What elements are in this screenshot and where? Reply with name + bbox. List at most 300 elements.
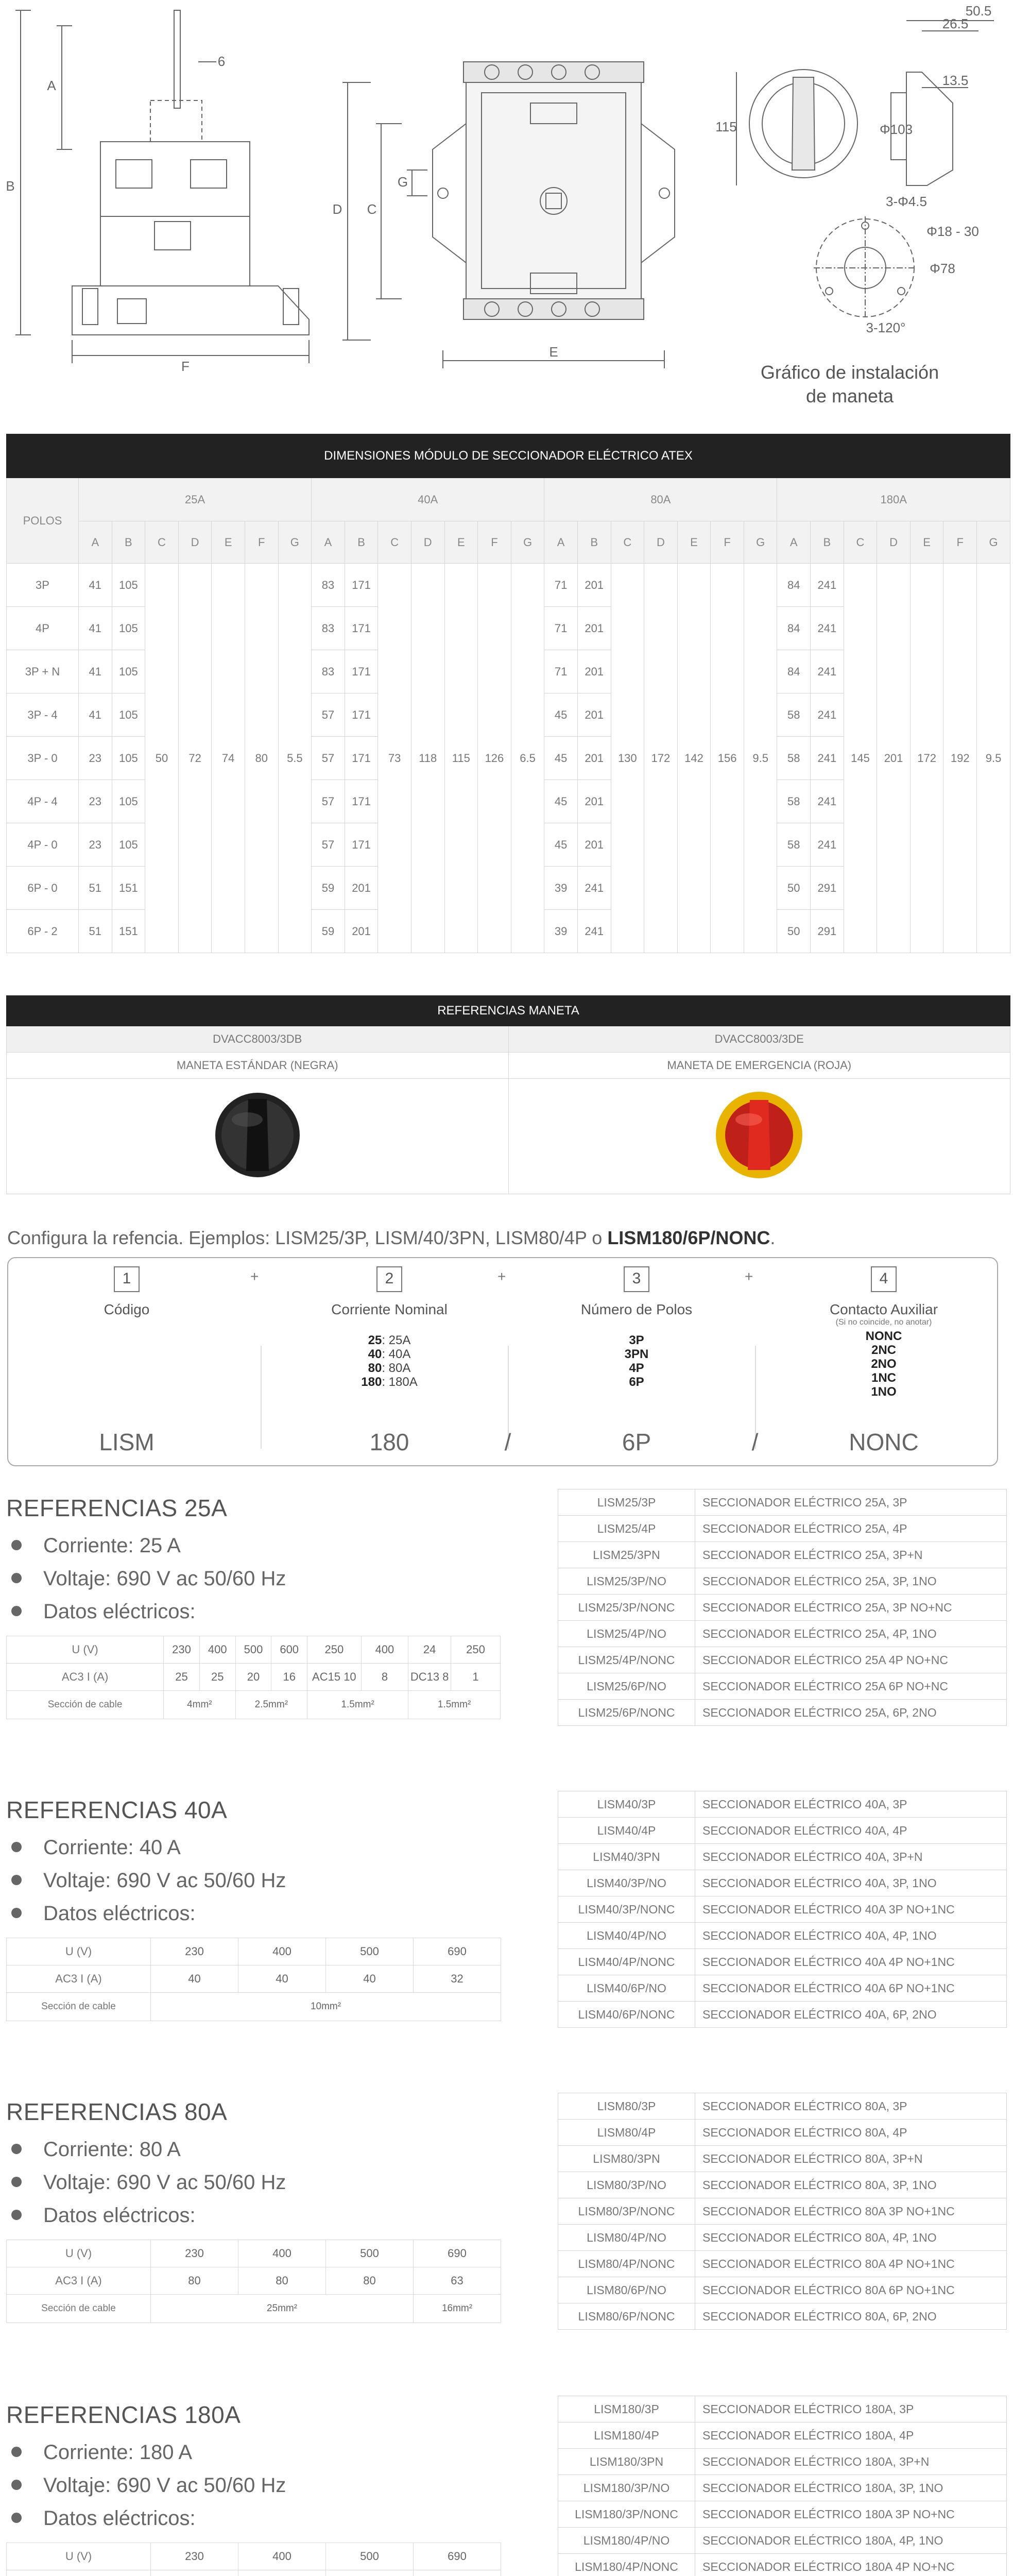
dimension-merged-cell: 192	[943, 564, 977, 953]
electrical-row	[7, 2543, 501, 2570]
cable-section-cell: 25mm²	[151, 2295, 414, 2323]
dimension-cell: 105	[112, 607, 145, 650]
bullet-icon	[11, 1573, 22, 1583]
dimension-cell: 105	[112, 650, 145, 693]
config-col-codigo	[34, 1266, 219, 1318]
electrical-cell: 250	[307, 1636, 362, 1664]
electrical-cell: 400	[238, 2543, 326, 2570]
dim-label-a: A	[47, 78, 56, 93]
electrical-row	[7, 1965, 501, 1993]
reference-code: LISM80/3PN	[558, 2146, 695, 2172]
electrical-cell: 690	[414, 2543, 501, 2570]
bullet-icon	[11, 2210, 22, 2220]
reference-row	[558, 1896, 1007, 1923]
dimension-cell: 83	[312, 564, 345, 607]
spec-item: Corriente: 180 A	[11, 2436, 286, 2469]
dimension-cell: 41	[79, 693, 112, 737]
electrical-cell	[326, 2570, 414, 2576]
electrical-data-table	[6, 2240, 501, 2323]
dimensions-section	[6, 434, 1010, 953]
dimension-cell: 151	[112, 910, 145, 953]
electrical-cell: 80	[151, 2267, 238, 2295]
dimension-letter-header: A	[544, 521, 578, 564]
reference-description: SECCIONADOR ELÉCTRICO 80A, 6P, 2NO	[695, 2303, 1007, 2330]
electrical-cell: 250	[451, 1636, 501, 1664]
dimension-cell: 39	[544, 910, 578, 953]
dimension-cell: 45	[544, 780, 578, 823]
reference-description: SECCIONADOR ELÉCTRICO 180A 3P NO+NC	[695, 2501, 1007, 2528]
dimension-letter-header: F	[711, 521, 744, 564]
polos-cell: 3P + N	[7, 650, 79, 693]
bullet-icon	[11, 1606, 22, 1616]
reference-description: SECCIONADOR ELÉCTRICO 25A, 6P, 2NO	[695, 1700, 1007, 1726]
reference-row	[558, 2198, 1007, 2225]
reference-row	[558, 2528, 1007, 2554]
dimension-cell: 45	[544, 737, 578, 780]
dimension-letter-header: A	[312, 521, 345, 564]
dimension-letter-header: B	[811, 521, 844, 564]
reference-row	[558, 1595, 1007, 1621]
reference-row	[558, 1975, 1007, 2002]
dim-label-c: C	[367, 201, 377, 217]
reference-row	[558, 2501, 1007, 2528]
spec-item: Voltaje: 690 V ac 50/60 Hz	[11, 2166, 286, 2199]
config-col-title: Código	[104, 1301, 150, 1317]
reference-code: LISM180/4P/NONC	[558, 2554, 695, 2576]
dimension-merged-cell: 130	[611, 564, 644, 953]
electrical-data-table	[6, 1636, 501, 1719]
maneta-table	[6, 995, 1010, 1194]
electrical-row	[7, 2267, 501, 2295]
reference-code: LISM80/4P/NO	[558, 2225, 695, 2251]
spec-item: Voltaje: 690 V ac 50/60 Hz	[11, 1864, 286, 1897]
electrical-cell: AC15 10	[307, 1664, 362, 1691]
dimension-cell: 41	[79, 564, 112, 607]
references-table	[558, 1489, 1007, 1726]
polos-option: 3PN	[624, 1347, 649, 1361]
reference-description: SECCIONADOR ELÉCTRICO 25A, 3P+N	[695, 1542, 1007, 1568]
dimension-merged-cell: 73	[378, 564, 411, 953]
dimension-cell: 201	[345, 867, 378, 910]
electrical-row	[7, 1664, 501, 1691]
dimension-letter-header: C	[611, 521, 644, 564]
dimension-cell: 241	[811, 823, 844, 867]
cable-section-cell: 1.5mm²	[408, 1691, 501, 1719]
section-title: REFERENCIAS 80A	[6, 2098, 228, 2125]
plus-sign: +	[497, 1268, 506, 1284]
dimension-cell: 41	[79, 607, 112, 650]
reference-row	[558, 1489, 1007, 1516]
reference-row	[558, 1949, 1007, 1975]
dimension-merged-cell: 6.5	[511, 564, 544, 953]
dimension-cell: 241	[811, 650, 844, 693]
electrical-cell: 400	[238, 1938, 326, 1965]
reference-row	[558, 1844, 1007, 1870]
dimension-cell: 58	[777, 823, 811, 867]
reference-code: LISM80/3P/NO	[558, 2172, 695, 2198]
dimension-cell: 41	[79, 650, 112, 693]
dimension-letter-header: A	[79, 521, 112, 564]
dimension-letter-header: F	[478, 521, 511, 564]
cable-section-cell: 4mm²	[164, 1691, 235, 1719]
step-number: 1	[114, 1266, 140, 1292]
dimension-cell: 71	[544, 564, 578, 607]
dimension-cell: 105	[112, 737, 145, 780]
bullet-icon	[11, 2144, 22, 2154]
reference-code: LISM40/4P/NONC	[558, 1949, 695, 1975]
dimension-merged-cell: 201	[877, 564, 911, 953]
dimension-letter-header: D	[411, 521, 444, 564]
polos-header: POLOS	[7, 478, 79, 564]
dimension-cell: 57	[312, 823, 345, 867]
config-col-corriente	[286, 1266, 492, 1389]
dimension-cell: 45	[544, 823, 578, 867]
reference-description: SECCIONADOR ELÉCTRICO 40A 4P NO+1NC	[695, 1949, 1007, 1975]
reference-code: LISM40/3P/NONC	[558, 1896, 695, 1923]
dimension-cell: 57	[312, 737, 345, 780]
handle-install-caption: Gráfico de instalación de maneta	[760, 362, 939, 406]
dimension-letter-header: E	[444, 521, 478, 564]
polos-option: 6P	[629, 1375, 644, 1389]
dimension-cell: 291	[811, 867, 844, 910]
reference-description: SECCIONADOR ELÉCTRICO 180A, 3P, 1NO	[695, 2475, 1007, 2501]
dimension-merged-cell: 118	[411, 564, 444, 953]
electrical-row-label: Sección de cable	[7, 1993, 151, 2021]
dim-label-265: 26.5	[942, 16, 969, 31]
result-corriente: 180	[369, 1429, 409, 1455]
electrical-cell: 600	[271, 1636, 307, 1664]
electrical-row-label: AC3 I (A)	[7, 1664, 164, 1691]
reference-code: LISM25/6P/NONC	[558, 1700, 695, 1726]
dimension-cell: 201	[577, 823, 611, 867]
dimension-letter-header: D	[644, 521, 678, 564]
dimension-merged-cell: 126	[478, 564, 511, 953]
reference-row	[558, 2225, 1007, 2251]
dimension-cell: 58	[777, 780, 811, 823]
reference-code: LISM80/3P	[558, 2093, 695, 2120]
reference-code: LISM40/6P/NONC	[558, 2002, 695, 2028]
spec-item: Corriente: 40 A	[11, 1831, 286, 1864]
reference-description: SECCIONADOR ELÉCTRICO 25A, 3P NO+NC	[695, 1595, 1007, 1621]
dimension-cell: 201	[577, 780, 611, 823]
dimension-cell: 241	[811, 607, 844, 650]
bullet-icon	[11, 1842, 22, 1852]
plus-sign: +	[745, 1268, 753, 1284]
dimension-letter-header: D	[877, 521, 911, 564]
dimension-cell: 241	[811, 780, 844, 823]
electrical-row-label: U (V)	[7, 2543, 151, 2570]
reference-row	[558, 1700, 1007, 1726]
electrical-cell: 230	[151, 2240, 238, 2267]
dim-label-e: E	[549, 344, 558, 360]
section-title: REFERENCIAS 40A	[6, 1797, 228, 1823]
electrical-cell: 16	[271, 1664, 307, 1691]
dimension-cell: 105	[112, 693, 145, 737]
dimension-letter-header: C	[844, 521, 877, 564]
electrical-cell: 690	[414, 2240, 501, 2267]
reference-code: LISM25/4P/NO	[558, 1621, 695, 1647]
dimension-merged-cell: 172	[644, 564, 678, 953]
cable-section-cell: 2.5mm²	[235, 1691, 307, 1719]
dimension-cell: 59	[312, 910, 345, 953]
corriente-option: 40: 40A	[368, 1347, 411, 1361]
config-col-subtitle: (Si no coincide, no anotar)	[835, 1318, 932, 1327]
reference-code: LISM40/3P/NO	[558, 1870, 695, 1896]
dimensions-table-title: DIMENSIONES MÓDULO DE SECCIONADOR ELÉCTRICO ATEX	[7, 434, 1010, 478]
result-slash: /	[504, 1429, 511, 1455]
reference-description: SECCIONADOR ELÉCTRICO 80A, 4P	[695, 2120, 1007, 2146]
dimension-letter-header: E	[910, 521, 943, 564]
dimension-cell: 171	[345, 693, 378, 737]
dimension-cell: 23	[79, 737, 112, 780]
dimension-letter-header: C	[145, 521, 179, 564]
electrical-cell: 40	[326, 1965, 414, 1993]
dimension-merged-cell: 145	[844, 564, 877, 953]
dimension-cell: 201	[577, 564, 611, 607]
electrical-row	[7, 2570, 501, 2576]
reference-row	[558, 1542, 1007, 1568]
maneta-name: MANETA DE EMERGENCIA (ROJA)	[508, 1053, 1010, 1079]
electrical-cell: 40	[238, 1965, 326, 1993]
dimension-letter-header: C	[378, 521, 411, 564]
electrical-cell: 25	[199, 1664, 235, 1691]
dimension-cell: 201	[577, 650, 611, 693]
dimension-cell: 23	[79, 823, 112, 867]
corriente-option: 25: 25A	[368, 1333, 411, 1347]
reference-code: LISM180/3P/NO	[558, 2475, 695, 2501]
dimension-merged-cell: 156	[711, 564, 744, 953]
corriente-options	[286, 1333, 492, 1389]
dimension-merged-cell: 50	[145, 564, 179, 953]
bullet-icon	[11, 2447, 22, 2457]
electrical-row-label: AC3 I (A)	[7, 2267, 151, 2295]
spec-list	[11, 1831, 286, 1930]
red-handle-image	[508, 1079, 1010, 1194]
config-col-contacto	[781, 1266, 987, 1399]
dimension-cell: 171	[345, 737, 378, 780]
dimension-merged-cell: 5.5	[278, 564, 312, 953]
electrical-cell: 25	[164, 1664, 200, 1691]
spec-item: Voltaje: 690 V ac 50/60 Hz	[11, 1562, 286, 1595]
reference-description: SECCIONADOR ELÉCTRICO 40A, 3P	[695, 1791, 1007, 1818]
dimension-cell: 50	[777, 910, 811, 953]
dimension-cell: 45	[544, 693, 578, 737]
electrical-cell: 400	[238, 2240, 326, 2267]
dimension-cell: 171	[345, 607, 378, 650]
dimension-cell: 84	[777, 607, 811, 650]
electrical-data-table	[6, 1938, 501, 2021]
electrical-cell: 500	[326, 1938, 414, 1965]
dimension-cell: 201	[577, 737, 611, 780]
electrical-cell: 32	[414, 1965, 501, 1993]
reference-description: SECCIONADOR ELÉCTRICO 80A 4P NO+1NC	[695, 2251, 1007, 2277]
dimension-letter-header: F	[943, 521, 977, 564]
reference-code: LISM80/4P/NONC	[558, 2251, 695, 2277]
reference-description: SECCIONADOR ELÉCTRICO 40A, 3P, 1NO	[695, 1870, 1007, 1896]
dimension-cell: 241	[811, 693, 844, 737]
dimension-cell: 105	[112, 780, 145, 823]
contacto-option: 2NO	[871, 1357, 897, 1371]
reference-row	[558, 1568, 1007, 1595]
maneta-code: DVACC8003/3DB	[7, 1026, 509, 1053]
current-header: 25A	[79, 478, 312, 521]
spec-item: Datos eléctricos:	[11, 1897, 286, 1930]
electrical-cell: 230	[164, 1636, 200, 1664]
dimension-merged-cell: 74	[212, 564, 245, 953]
electrical-cell: 20	[235, 1664, 271, 1691]
reference-code: LISM80/6P/NONC	[558, 2303, 695, 2330]
dim-label-d: D	[332, 201, 342, 217]
spec-list	[11, 2133, 286, 2232]
reference-row	[558, 1647, 1007, 1673]
spec-item: Voltaje: 690 V ac 50/60 Hz	[11, 2469, 286, 2502]
reference-code: LISM25/3PN	[558, 1542, 695, 1568]
polos-option: 3P	[629, 1333, 644, 1347]
polos-cell: 4P - 0	[7, 823, 79, 867]
spec-item: Datos eléctricos:	[11, 2199, 286, 2232]
config-intro: Configura la refencia. Ejemplos: LISM25/3P, LISM/40/3PN, LISM80/4P o LISM180/6P/NONC.	[7, 1227, 776, 1248]
dimension-letter-header: B	[112, 521, 145, 564]
reference-description: SECCIONADOR ELÉCTRICO 25A, 4P, 1NO	[695, 1621, 1007, 1647]
reference-row	[558, 1516, 1007, 1542]
electrical-row	[7, 1938, 501, 1965]
reference-description: SECCIONADOR ELÉCTRICO 80A, 3P	[695, 2093, 1007, 2120]
dim-label-505: 50.5	[965, 3, 992, 19]
dim-label-g: G	[397, 174, 408, 190]
reference-row	[558, 1818, 1007, 1844]
electrical-cell: 230	[151, 1938, 238, 1965]
dimension-cell: 39	[544, 867, 578, 910]
config-col-title: Contacto Auxiliar	[829, 1301, 938, 1317]
cable-section-cell: 16mm²	[414, 2295, 501, 2323]
result-polos: 6P	[622, 1429, 651, 1455]
dimension-merged-cell: 9.5	[977, 564, 1010, 953]
reference-description: SECCIONADOR ELÉCTRICO 80A, 3P, 1NO	[695, 2172, 1007, 2198]
dimension-letter-header: E	[677, 521, 711, 564]
electrical-cell: 80	[238, 2267, 326, 2295]
maneta-code: DVACC8003/3DE	[508, 1026, 1010, 1053]
reference-code: LISM25/6P/NO	[558, 1673, 695, 1700]
dimension-letter-header: A	[777, 521, 811, 564]
electrical-cell: 500	[326, 2543, 414, 2570]
result-contacto: NONC	[849, 1429, 919, 1455]
cable-section-cell: 1.5mm²	[307, 1691, 408, 1719]
dimension-cell: 151	[112, 867, 145, 910]
reference-code: LISM180/3PN	[558, 2449, 695, 2475]
reference-code: LISM40/4P/NO	[558, 1923, 695, 1949]
reference-row	[558, 2120, 1007, 2146]
electrical-data-table	[6, 2543, 501, 2576]
reference-row	[558, 2146, 1007, 2172]
dimension-merged-cell: 9.5	[744, 564, 777, 953]
dim-label-f: F	[181, 359, 190, 374]
dimension-cell: 201	[577, 693, 611, 737]
bullet-icon	[11, 2480, 22, 2490]
electrical-cell: 63	[414, 2267, 501, 2295]
reference-code: LISM40/3PN	[558, 1844, 695, 1870]
electrical-cell	[151, 2570, 238, 2576]
dimension-cell: 58	[777, 737, 811, 780]
maneta-section	[6, 995, 1010, 1194]
dimension-cell: 105	[112, 823, 145, 867]
references-table	[558, 1791, 1007, 2028]
polos-options	[534, 1333, 740, 1389]
electrical-row	[7, 1691, 501, 1719]
dimension-cell: 51	[79, 867, 112, 910]
reference-code: LISM40/6P/NO	[558, 1975, 695, 2002]
dimension-cell: 23	[79, 780, 112, 823]
polos-option: 4P	[629, 1361, 644, 1375]
references-table	[558, 2093, 1007, 2330]
electrical-cell: 400	[199, 1636, 235, 1664]
reference-row	[558, 2396, 1007, 2422]
electrical-row	[7, 2295, 501, 2323]
electrical-row	[7, 1993, 501, 2021]
step-number: 2	[376, 1266, 402, 1292]
reference-description: SECCIONADOR ELÉCTRICO 25A 4P NO+NC	[695, 1647, 1007, 1673]
reference-description: SECCIONADOR ELÉCTRICO 80A 3P NO+1NC	[695, 2198, 1007, 2225]
reference-row	[558, 1791, 1007, 1818]
reference-row	[558, 1923, 1007, 1949]
black-handle-image	[7, 1079, 509, 1194]
electrical-row-label: Sección de cable	[7, 1691, 164, 1719]
dimension-cell: 241	[577, 867, 611, 910]
reference-row	[558, 2475, 1007, 2501]
dimension-letter-header: G	[977, 521, 1010, 564]
reference-code: LISM180/4P/NO	[558, 2528, 695, 2554]
reference-code: LISM80/6P/NO	[558, 2277, 695, 2303]
electrical-row-label	[7, 2570, 151, 2576]
reference-description: SECCIONADOR ELÉCTRICO 40A, 3P+N	[695, 1844, 1007, 1870]
dimension-cell: 50	[777, 867, 811, 910]
electrical-cell: 400	[361, 1636, 408, 1664]
reference-description: SECCIONADOR ELÉCTRICO 40A 3P NO+1NC	[695, 1896, 1007, 1923]
reference-code: LISM25/3P	[558, 1489, 695, 1516]
reference-description: SECCIONADOR ELÉCTRICO 80A, 3P+N	[695, 2146, 1007, 2172]
dimension-cell: 171	[345, 650, 378, 693]
electrical-row-label: AC3 I (A)	[7, 1965, 151, 1993]
dim-label-135: 13.5	[942, 73, 969, 88]
electrical-cell	[414, 2570, 501, 2576]
reference-description: SECCIONADOR ELÉCTRICO 40A, 4P	[695, 1818, 1007, 1844]
config-col-polos	[534, 1266, 740, 1389]
bullet-icon	[11, 1908, 22, 1918]
reference-row	[558, 1621, 1007, 1647]
config-col-title: Número de Polos	[580, 1301, 693, 1317]
electrical-cell: 230	[151, 2543, 238, 2570]
reference-row	[558, 2277, 1007, 2303]
reference-code: LISM40/3P	[558, 1791, 695, 1818]
electrical-cell: DC13 8	[408, 1664, 451, 1691]
reference-description: SECCIONADOR ELÉCTRICO 25A, 3P	[695, 1489, 1007, 1516]
bullet-icon	[11, 1540, 22, 1550]
dimension-cell: 171	[345, 780, 378, 823]
spec-item: Corriente: 80 A	[11, 2133, 286, 2166]
electrical-cell	[238, 2570, 326, 2576]
config-col-title: Corriente Nominal	[331, 1301, 448, 1317]
section-title: REFERENCIAS 180A	[6, 2401, 241, 2428]
contacto-option: 1NO	[871, 1385, 897, 1399]
reference-code: LISM80/4P	[558, 2120, 695, 2146]
maneta-name: MANETA ESTÁNDAR (NEGRA)	[7, 1053, 509, 1079]
spec-list	[11, 2436, 286, 2535]
reference-code: LISM40/4P	[558, 1818, 695, 1844]
config-box	[7, 1257, 998, 1466]
current-header: 80A	[544, 478, 777, 521]
electrical-row	[7, 2240, 501, 2267]
polos-cell: 6P - 0	[7, 867, 79, 910]
dimension-cell: 241	[811, 737, 844, 780]
